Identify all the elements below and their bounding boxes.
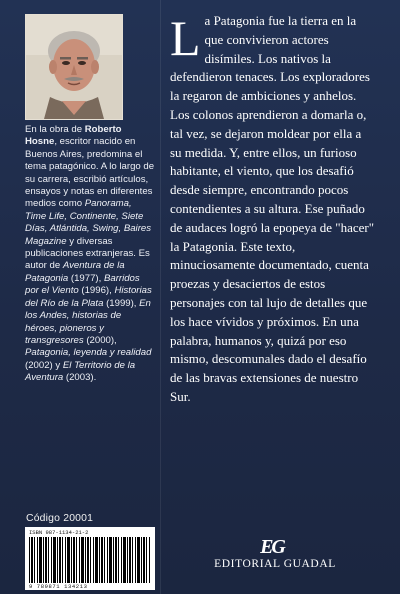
product-code: Código 20001 bbox=[26, 513, 94, 524]
book-title: Barridos por el Viento bbox=[25, 272, 140, 297]
isbn-text: ISBN 987-1134-21-2 bbox=[29, 529, 89, 536]
publisher-logo: EG bbox=[260, 536, 284, 558]
bio-text: , escritor nacido en Buenos Aires, predomina el tema patagónico. A lo largo de su carrera, escribió artículos, ensayos y notas en diferentes medios como bbox=[25, 136, 155, 210]
drop-cap: L bbox=[170, 10, 201, 66]
barcode-bars bbox=[29, 537, 151, 583]
author-name: Roberto Hosne bbox=[25, 124, 122, 148]
bio-text: (1977), bbox=[68, 272, 104, 284]
bio-text: (2002) y bbox=[25, 359, 63, 371]
blurb-text: a Patagonia fue la tierra en la que convivieron actores disímiles. Los nativos la defendieron tenaces. Los exploradores la regaron de ambiciones y anhelos. Los colonos aprendieron a domarla o, tal vez, se dejaron moldear por ella a su medida. Y, entre ellos, un furioso habitante, el viento, que los desafió desde siempre, encontrando pocos contendientes a su altura. Ese puñado de audaces logró la epopeya de "hacer" la Patagonia. Este texto, minuciosamente documentado, cuenta proezas y desaciertos de estos personajes con tal lujo de detalles que los hace vívidos y próximos. En una palabra, humanos y, quizá por eso mismo, descomunales dado el desafío de las bravas extensiones de nuestro Sur. bbox=[170, 13, 375, 404]
book-title: Historias del Río de la Plata bbox=[25, 285, 152, 309]
bio-text: (2003). bbox=[63, 372, 97, 384]
bio-media-list: Panorama, Time Life, Continente, Siete Días, Atlántida, Swing, Baires Magazine bbox=[25, 198, 152, 247]
publisher-name: EDITORIAL GUADAL bbox=[214, 558, 336, 570]
author-photo bbox=[25, 14, 123, 120]
bio-text: (1996), bbox=[78, 285, 115, 297]
book-title: Aventura de la Patagonia bbox=[25, 260, 125, 284]
column-divider bbox=[160, 0, 161, 594]
author-bio bbox=[25, 124, 155, 385]
bio-text: (2000), bbox=[83, 334, 117, 346]
barcode-digits: 9 789871 134213 bbox=[29, 583, 151, 590]
book-title: En los Andes, historias de héroes, pioneros y transgresores bbox=[25, 297, 151, 346]
blurb bbox=[170, 12, 376, 407]
bio-text: En la obra de bbox=[25, 124, 85, 135]
bio-text: y diversas publicaciones extranjeras. Es autor de bbox=[25, 235, 150, 272]
book-title: El Territorio de la Aventura bbox=[25, 359, 136, 384]
bio-text: (1999), bbox=[103, 297, 140, 309]
book-title: Patagonia, leyenda y realidad bbox=[25, 347, 152, 359]
barcode bbox=[25, 527, 155, 590]
